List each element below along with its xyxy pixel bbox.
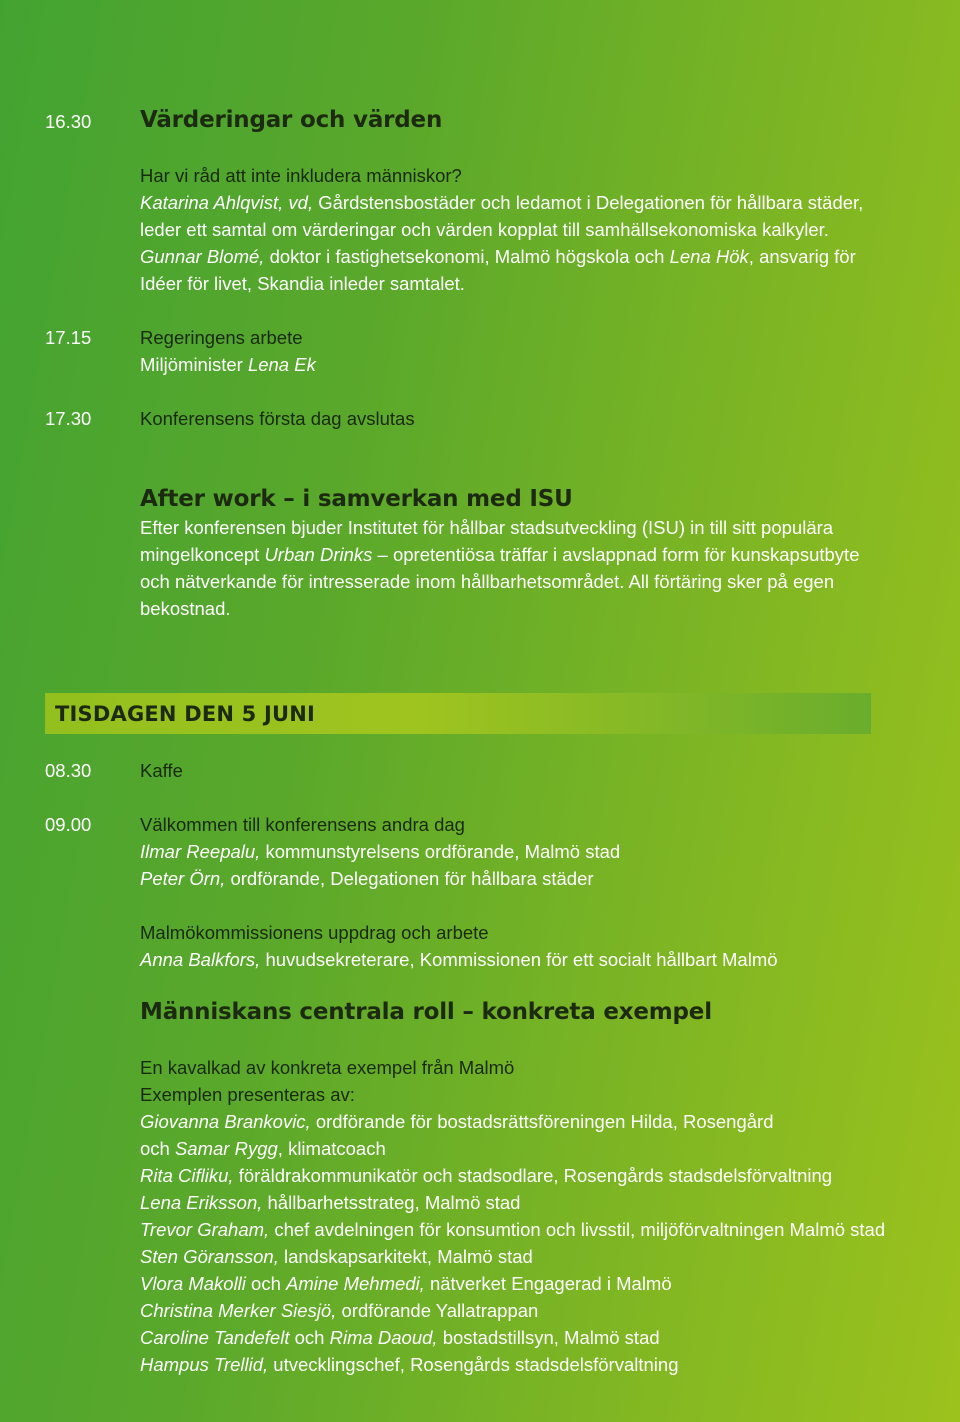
text-span: – opretentiösa träffar i avslappnad form för kunskapsutbyte (372, 544, 860, 565)
afterwork-heading: After work – i samverkan med ISU (140, 486, 573, 512)
speaker-line (140, 946, 778, 973)
afterwork-text: bekostnad. (140, 598, 231, 619)
speaker-role: Miljöminister (140, 354, 248, 375)
presenter-line (140, 1162, 832, 1189)
afterwork-text: Efter konferensen bjuder Institutet för hållbar stadsutveckling (ISU) in till sitt populära (140, 517, 834, 538)
text-span: Urban Drinks (264, 544, 373, 565)
time-0830: 08.30 (45, 760, 92, 781)
session-title: Kaffe (140, 760, 183, 781)
presenter-line (140, 1189, 520, 1216)
presenter-name: Caroline Tandefelt (140, 1327, 290, 1348)
speaker-line (140, 838, 620, 865)
presenter-line (140, 1135, 386, 1162)
day-band (45, 693, 871, 734)
presenter-name: Christina Merker Siesjö, (140, 1300, 337, 1321)
text-span: mingelkoncept (140, 544, 265, 565)
presenter-name: Amine Mehmedi, (286, 1273, 425, 1294)
presenter-role: hållbarhetsstrateg, Malmö stad (262, 1192, 521, 1213)
session-subtitle: Har vi råd att inte inkludera människor? (140, 165, 462, 186)
speaker-line (140, 865, 594, 892)
examples-heading: Människans centrala roll – konkreta exempel (140, 999, 712, 1025)
time-1630: 16.30 (45, 111, 92, 132)
presenter-line (140, 1270, 672, 1297)
afterwork-text (140, 541, 860, 568)
presenter-name: Giovanna Brankovic, (140, 1111, 311, 1132)
speaker-name: Anna Balkfors, (140, 949, 261, 970)
speaker-line (140, 351, 316, 378)
presenter-name: Lena Eriksson, (140, 1192, 263, 1213)
presenter-role: landskapsarkitekt, Malmö stad (278, 1246, 533, 1267)
speaker-role: doktor i fastighetsekonomi, Malmö högskola och (264, 246, 670, 267)
presenter-name: Trevor Graham, (140, 1219, 270, 1240)
presenter-role: ordförande för bostadsrättsföreningen Hilda, Rosengård (310, 1111, 774, 1132)
session-title-values: Värderingar och värden (140, 107, 443, 133)
speaker-name: Lena Hök (669, 246, 749, 267)
speaker-name: Katarina Ahlqvist, vd, (140, 192, 314, 213)
afterwork-text: och nätverkande för intresserade inom hållbarhetsområdet. All förtäring sker på egen (140, 571, 835, 592)
presenter-name: Vlora Makolli (140, 1273, 246, 1294)
presenter-role: föräldrakommunikatör och stadsodlare, Rosengårds stadsdelsförvaltning (233, 1165, 833, 1186)
text-span: och (245, 1273, 287, 1294)
speaker-line (140, 189, 863, 216)
presenter-name: Rima Daoud, (329, 1327, 438, 1348)
speaker-line (140, 243, 856, 270)
session-description: Idéer för livet, Skandia inleder samtalet. (140, 273, 465, 294)
speaker-role: huvudsekreterare, Kommissionen för ett socialt hållbart Malmö (260, 949, 778, 970)
speaker-name: Lena Ek (247, 354, 316, 375)
session-title: Regeringens arbete (140, 327, 303, 348)
speaker-role: , ansvarig för (748, 246, 856, 267)
speaker-name: Gunnar Blomé, (140, 246, 265, 267)
session-title: Välkommen till konferensens andra dag (140, 814, 465, 835)
presenter-name: Hampus Trellid, (140, 1354, 269, 1375)
text-span: och (289, 1327, 330, 1348)
session-title: Konferensens första dag avslutas (140, 408, 415, 429)
presenter-role: ordförande Yallatrappan (336, 1300, 539, 1321)
presenter-line (140, 1297, 538, 1324)
session-description: leder ett samtal om värderingar och värden kopplat till samhällsekonomiska kalkyler. (140, 219, 829, 240)
presenter-line (140, 1243, 533, 1270)
day-band-label: TISDAGEN DEN 5 JUNI (55, 702, 316, 726)
speaker-name: Ilmar Reepalu, (140, 841, 261, 862)
presenter-line (140, 1108, 773, 1135)
presenter-role: utvecklingschef, Rosengårds stadsdelsförvaltning (268, 1354, 679, 1375)
time-1715: 17.15 (45, 327, 92, 348)
presenter-role: nätverket Engagerad i Malmö (424, 1273, 672, 1294)
presenter-role: bostadstillsyn, Malmö stad (437, 1327, 660, 1348)
presenter-name: Rita Cifliku, (140, 1165, 234, 1186)
presenter-name: Sten Göransson, (140, 1246, 279, 1267)
presenter-role: , klimatcoach (277, 1138, 386, 1159)
time-0900: 09.00 (45, 814, 92, 835)
examples-intro: En kavalkad av konkreta exempel från Malmö (140, 1057, 515, 1078)
text-span: och (140, 1138, 175, 1159)
presenter-name: Samar Rygg (174, 1138, 278, 1159)
speaker-role: ordförande, Delegationen för hållbara städer (225, 868, 594, 889)
presenter-role: chef avdelningen för konsumtion och livsstil, miljöförvaltningen Malmö stad (269, 1219, 886, 1240)
speaker-name: Peter Örn, (140, 868, 226, 889)
examples-intro: Exemplen presenteras av: (140, 1084, 355, 1105)
speaker-role: Gårdstensbostäder och ledamot i Delegationen för hållbara städer, (313, 192, 864, 213)
time-1730: 17.30 (45, 408, 92, 429)
session-subtitle: Malmökommissionens uppdrag och arbete (140, 922, 489, 943)
presenter-line (140, 1216, 885, 1243)
presenter-line (140, 1351, 678, 1378)
speaker-role: kommunstyrelsens ordförande, Malmö stad (260, 841, 621, 862)
presenter-line (140, 1324, 660, 1351)
